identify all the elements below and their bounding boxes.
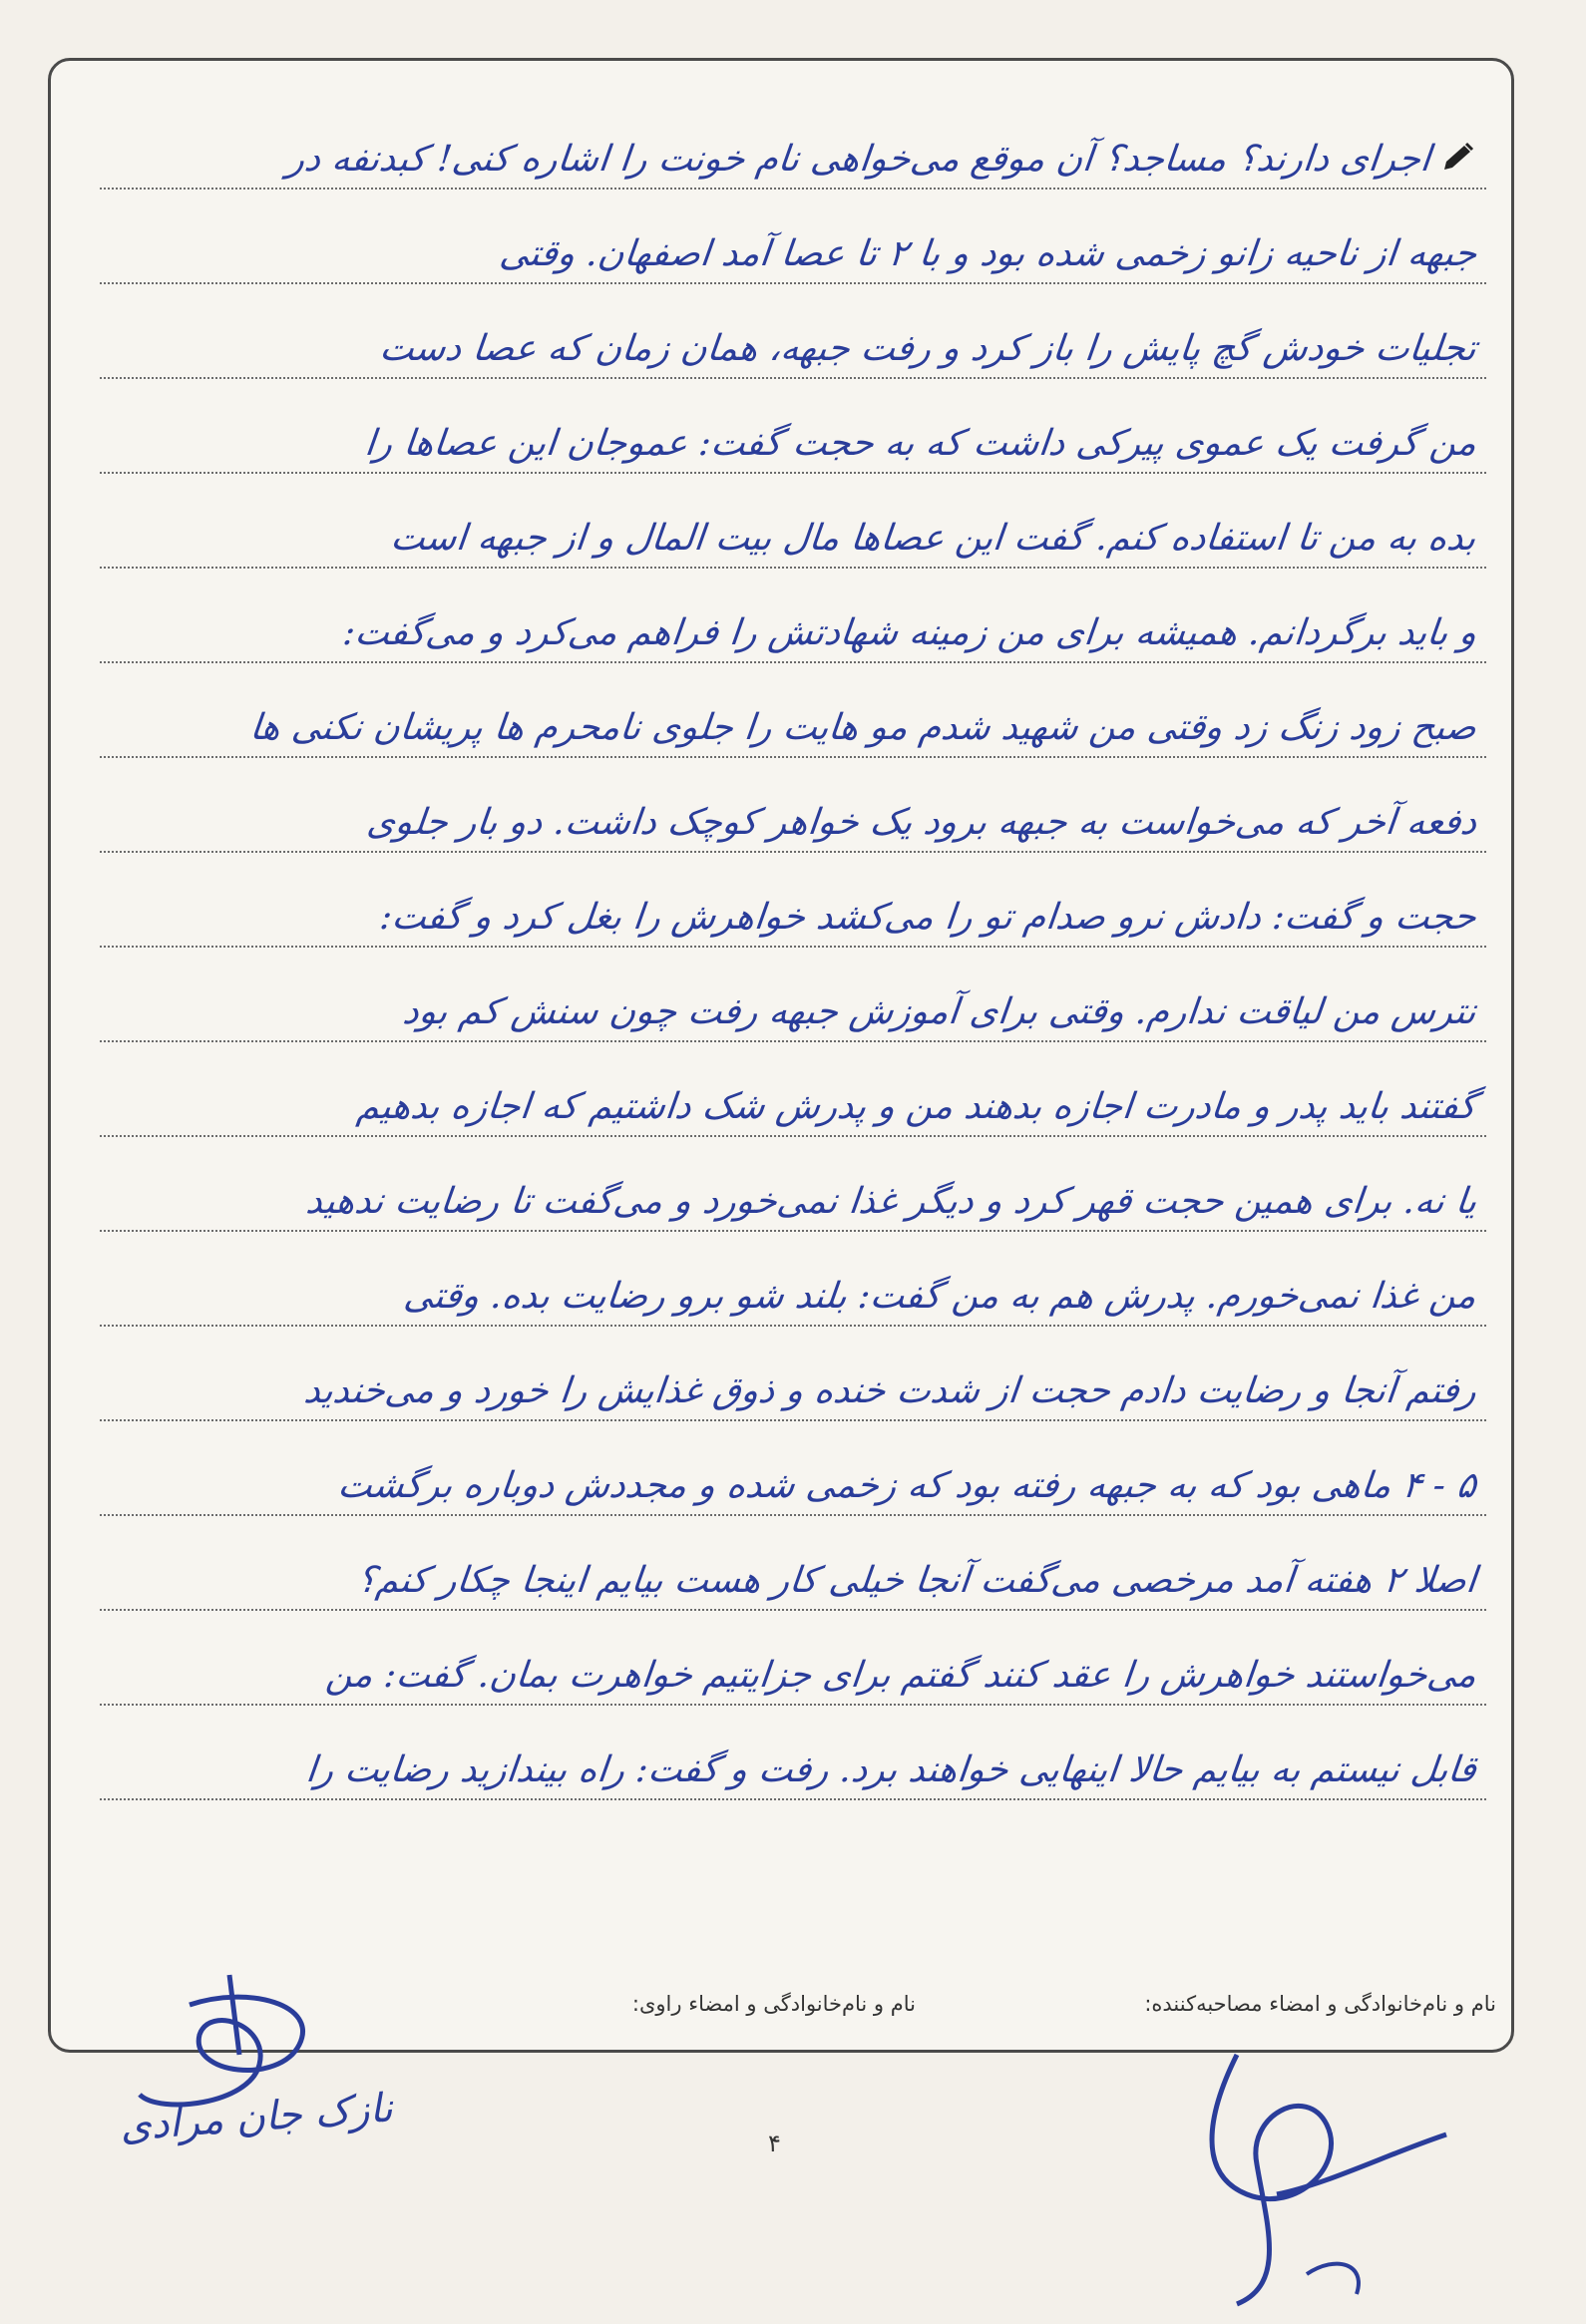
page-number: ۴ (768, 2130, 781, 2157)
text-line (100, 379, 1486, 474)
text-line (100, 1516, 1486, 1611)
line-text: اصلا ۲ هفته آمد مرخصی می‌گفت آنجا خیلی کار هست بیایم اینجا چکار کنم؟ (354, 1560, 1479, 1601)
line-text: نترس من لیاقت ندارم. وقتی برای آموزش جبهه رفت چون سنش کم بود (401, 991, 1479, 1032)
text-line (100, 284, 1486, 379)
text-line (100, 1042, 1486, 1137)
line-text: ۵ - ۴ ماهی بود که به جبهه رفته بود که زخمی شده و مجددش دوباره برگشت (336, 1465, 1479, 1506)
line-text: دفعه آخر که می‌خواست به جبهه برود یک خواهر کوچک داشت. دو بار جلوی (364, 802, 1479, 843)
narrator-signature-name: نازک جان مرادی (118, 2085, 395, 2150)
text-line (100, 663, 1486, 758)
line-text: من غذا نمی‌خورم. پدرش هم به من گفت: بلند شو برو رضایت بده. وقتی (402, 1276, 1479, 1317)
text-line (100, 190, 1486, 284)
line-text: حجت و گفت: دادش نرو صدام تو را می‌کشد خواهرش را بغل کرد و گفت: (378, 897, 1479, 938)
signature-icon (1127, 2025, 1456, 2314)
text-line (100, 1137, 1486, 1232)
line-text: تجلیات خودش گچ پایش را باز کرد و رفت جبهه، همان زمان که عصا دست (377, 328, 1479, 369)
text-line (100, 474, 1486, 569)
line-text: می‌خواستند خواهرش را عقد کنند گفتم برای جزایتیم خواهرت بمان. گفت: من (323, 1655, 1479, 1696)
text-line (100, 1706, 1486, 1800)
text-line (100, 758, 1486, 853)
line-text: من گرفت یک عموی پیرکی داشت که به حجت گفت: عموجان این عصاها را (362, 423, 1479, 464)
text-line (100, 95, 1486, 190)
handwritten-text-area (100, 95, 1486, 1800)
text-line (100, 1611, 1486, 1706)
text-line (100, 1327, 1486, 1421)
line-text: قابل نیستم به بیایم حالا اینهایی خواهند برد. رفت و گفت: راه بیندازید رضایت را (303, 1749, 1479, 1790)
interviewer-label: نام و نام‌خانوادگی و امضاء مصاحبه‌کننده: (1144, 1992, 1496, 2016)
line-text: گفتند باید پدر و مادرت اجازه بدهند من و پدرش شک داشتیم که اجازه بدهیم (355, 1086, 1479, 1127)
text-line (100, 569, 1486, 663)
line-text: جبهه از ناحیه زانو زخمی شده بود و با ۲ تا عصا آمد اصفهان. وقتی (497, 233, 1479, 274)
text-line (100, 1421, 1486, 1516)
text-line (100, 853, 1486, 948)
line-text: اجرای دارند؟ مساجد؟ آن موقع می‌خواهی نام خونت را اشاره کنی! کبدنفه در (284, 139, 1433, 180)
text-line (100, 948, 1486, 1042)
signature-icon (100, 1965, 399, 2184)
line-text: بده به من تا استفاده کنم. گفت این عصاها مال بیت المال و از جبهه است (389, 518, 1479, 559)
text-line (100, 1232, 1486, 1327)
pen-icon (1442, 140, 1476, 174)
line-text: یا نه. برای همین حجت قهر کرد و دیگر غذا نمی‌خورد و می‌گفت تا رضایت ندهید (303, 1181, 1479, 1222)
line-text: و باید برگردانم. همیشه برای من زمینه شهادتش را فراهم می‌کرد و می‌گفت: (340, 612, 1479, 653)
line-text: صبح زود زنگ زد وقتی من شهید شدم مو هایت را جلوی نامحرم ها پریشان نکنی ها (247, 707, 1479, 748)
line-text: رفتم آنجا و رضایت دادم حجت از شدت خنده و ذوق غذایش را خورد و می‌خندید (301, 1370, 1479, 1411)
narrator-label: نام و نام‌خانوادگی و امضاء راوی: (631, 1992, 916, 2016)
